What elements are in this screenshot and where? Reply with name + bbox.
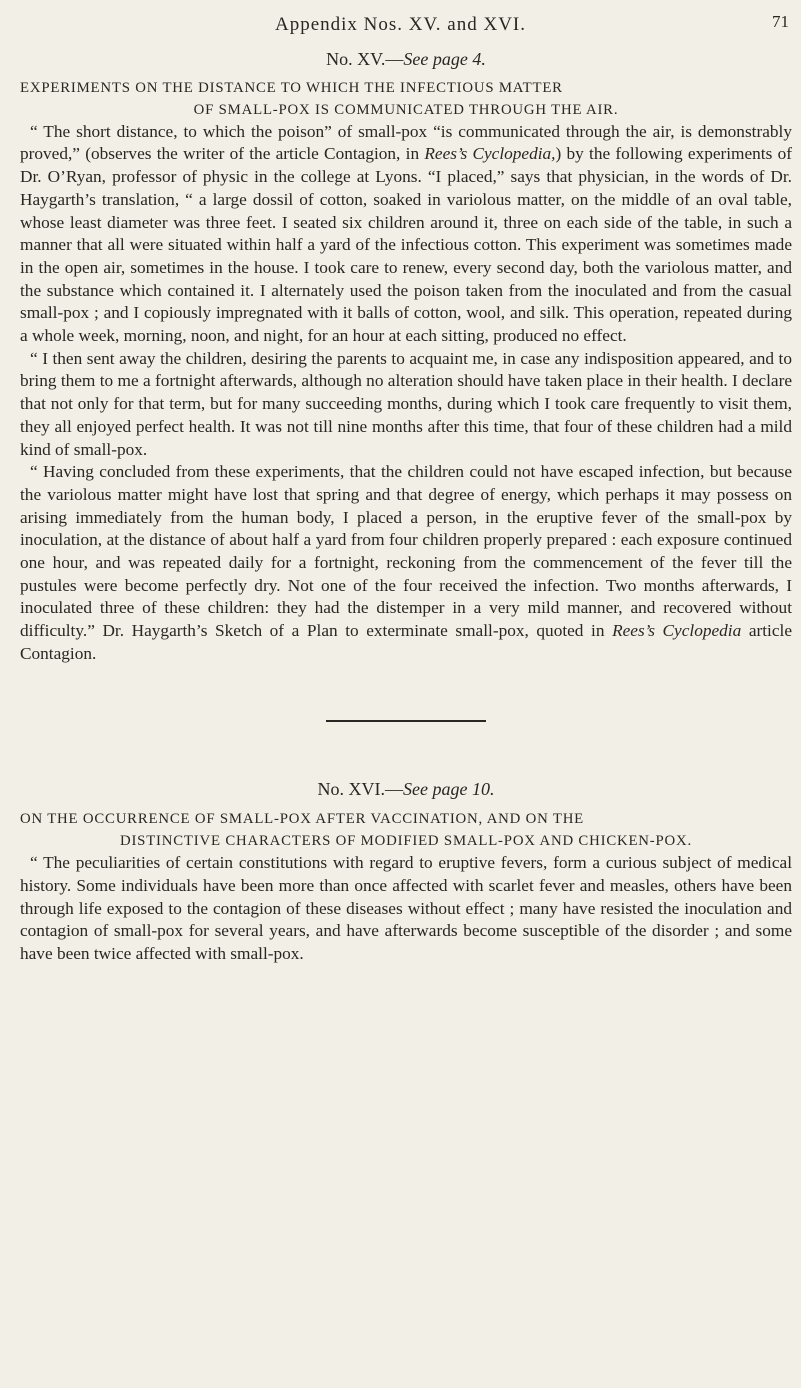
section-xvi-number: No. XVI.— (317, 778, 404, 799)
section-xvi-caption-line1: ON THE OCCURRENCE OF SMALL-POX AFTER VACCINATION, AND ON THE (20, 811, 585, 828)
para3-work-title: Rees’s Cyclopedia (612, 621, 742, 641)
para1-text-a: “ The short distance, to which the poison” of small-pox “is communicated through the air, is demonstrably proved,” (observes the writer of the article Contagion, in (20, 121, 792, 164)
section-xv-see-ref: See page 4. (403, 49, 486, 69)
section-xv-caption-cont (20, 99, 792, 121)
para1-work-title: Rees’s Cyclopedia, (424, 144, 556, 164)
section-xv-paragraph-1 (20, 121, 792, 348)
para1-text-b: ) by the following experiments of Dr. O’Ryan, professor of physic in the college at Lyons. “I placed,” says that physician, in the words of Dr. Haygarth’s translation, “ a large dossil of cotton, soaked in variolous matter, on the middle of an oval table, whose least diameter was three feet. I seated six children around it, three on each side of the table, in such a manner that all were situated within half a yard of the infectious cotton. This experiment was sometimes made in the open air, sometimes in the house. I took care to renew, every second day, both the variolous matter, and the substance which contained it. I alternately used the poison taken from the inoculated and from the casual small-pox ; and I copiously impregnated with it balls of cotton, wool, and silk. This operation, repeated during a whole week, morning, noon, and night, for an hour at each sitting, produced no effect. (20, 144, 792, 346)
section-xv-paragraph-3 (20, 461, 792, 665)
section-xvi-paragraph-1: “ The peculiarities of certain constitutions with regard to eruptive fevers, form a curious subject of medical history. Some individuals have been more than once affected with scarlet fever and measles, others have been through life exposed to the contagion of these diseases without effect ; many have resisted the inoculation and contagion of small-pox for several years, and have afterwards become susceptible of the disorder ; and some have been twice affected with small-pox. (20, 853, 792, 964)
section-xv-paragraph-2: “ I then sent away the children, desiring the parents to acquaint me, in case any indisposition appeared, and to bring them to me a fortnight afterwards, although no alteration should have taken place in their health. I declare that not only for that term, but for many succeeding months, during which I took care frequently to visit them, they all enjoyed perfect health. It was not till nine months after this time, that four of these children had a mild kind of small-pox. (20, 348, 792, 459)
section-xv-caption (20, 77, 792, 99)
page-number: 71 (772, 12, 789, 31)
section-divider (326, 720, 486, 722)
section-xv-number: No. XV.— (326, 49, 404, 69)
section-xvi-caption-cont (20, 830, 792, 852)
section-xvi-caption-line2: DISTINCTIVE CHARACTERS OF MODIFIED SMALL-POX AND CHICKEN-POX. (119, 833, 693, 850)
section-xv-title (20, 48, 792, 71)
section-xv-caption-line2: OF SMALL-POX IS COMMUNICATED THROUGH THE AIR. (193, 101, 619, 118)
body-text (20, 48, 792, 966)
para3-text-a: “ Having concluded from these experiments, that the children could not have escaped infection, but because the variolous matter might have lost that spring and that degree of energy, which perhaps it may possess on arising immediately from the human body, I placed a person, in the eruptive fever of the small-pox by inoculation, at the distance of about half a yard from four children properly prepared : each exposure continued one hour, and was repeated daily for a fortnight, reckoning from the commencement of the fever till the pustules were become perfectly dry. Not one of the four received the infection. Two months afterwards, I inoculated three of these children: they had the distemper in a very mild manner, and recovered without difficulty.” Dr. Haygarth’s Sketch of a Plan to exterminate small-pox, quoted in (20, 462, 792, 641)
section-xvi-see-ref: See page 10. (403, 778, 495, 799)
para3-text-b: article Contagion. (20, 621, 792, 663)
section-xv-caption-line1: EXPERIMENTS ON THE DISTANCE TO WHICH THE INFECTIOUS MATTER (20, 79, 563, 96)
running-head: Appendix Nos. XV. and XVI. (275, 14, 526, 35)
section-xvi-caption (20, 808, 792, 830)
section-xvi-title (20, 778, 792, 801)
